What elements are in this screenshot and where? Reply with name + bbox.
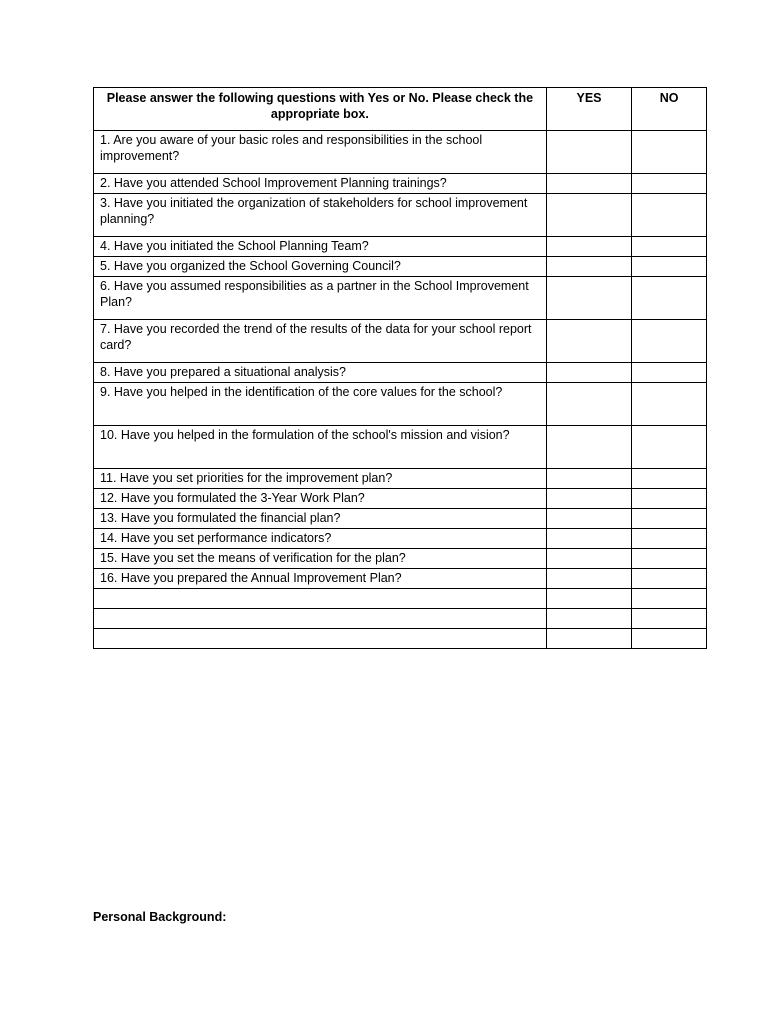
yes-checkbox-cell[interactable] <box>546 569 631 589</box>
personal-background-heading: Personal Background: <box>93 910 227 924</box>
no-header: NO <box>632 88 707 131</box>
no-checkbox-cell[interactable] <box>632 569 707 589</box>
yes-checkbox-cell[interactable] <box>546 194 631 237</box>
question-text: 10. Have you helped in the formulation of the school's mission and vision? <box>94 426 547 469</box>
yes-checkbox-cell[interactable] <box>546 237 631 257</box>
question-text: 5. Have you organized the School Governing Council? <box>94 257 547 277</box>
yes-checkbox-cell[interactable] <box>546 131 631 174</box>
question-text: 12. Have you formulated the 3-Year Work Plan? <box>94 489 547 509</box>
question-text: 15. Have you set the means of verification for the plan? <box>94 549 547 569</box>
no-checkbox-cell[interactable] <box>632 383 707 426</box>
table-row <box>94 257 707 277</box>
question-text: 6. Have you assumed responsibilities as a partner in the School Improvement Plan? <box>94 277 547 320</box>
no-checkbox-cell[interactable] <box>632 609 707 629</box>
no-checkbox-cell[interactable] <box>632 237 707 257</box>
yes-checkbox-cell[interactable] <box>546 320 631 363</box>
yes-header: YES <box>546 88 631 131</box>
table-row <box>94 383 707 426</box>
no-checkbox-cell[interactable] <box>632 131 707 174</box>
yes-checkbox-cell[interactable] <box>546 257 631 277</box>
no-checkbox-cell[interactable] <box>632 174 707 194</box>
yes-checkbox-cell[interactable] <box>546 383 631 426</box>
yes-checkbox-cell[interactable] <box>546 509 631 529</box>
survey-table <box>93 87 707 649</box>
question-text: 2. Have you attended School Improvement Planning trainings? <box>94 174 547 194</box>
table-row <box>94 489 707 509</box>
no-checkbox-cell[interactable] <box>632 320 707 363</box>
no-checkbox-cell[interactable] <box>632 194 707 237</box>
no-checkbox-cell[interactable] <box>632 529 707 549</box>
yes-checkbox-cell[interactable] <box>546 549 631 569</box>
empty-question-cell <box>94 609 547 629</box>
question-text: 9. Have you helped in the identification of the core values for the school? <box>94 383 547 426</box>
yes-checkbox-cell[interactable] <box>546 609 631 629</box>
table-row <box>94 237 707 257</box>
yes-checkbox-cell[interactable] <box>546 489 631 509</box>
no-checkbox-cell[interactable] <box>632 489 707 509</box>
question-text: 4. Have you initiated the School Planning Team? <box>94 237 547 257</box>
empty-table-row <box>94 589 707 609</box>
question-header: Please answer the following questions with Yes or No. Please check the appropriate box. <box>94 88 547 131</box>
no-checkbox-cell[interactable] <box>632 509 707 529</box>
question-text: 13. Have you formulated the financial plan? <box>94 509 547 529</box>
yes-checkbox-cell[interactable] <box>546 629 631 649</box>
empty-table-row <box>94 609 707 629</box>
no-checkbox-cell[interactable] <box>632 277 707 320</box>
question-text: 8. Have you prepared a situational analysis? <box>94 363 547 383</box>
no-checkbox-cell[interactable] <box>632 469 707 489</box>
no-checkbox-cell[interactable] <box>632 589 707 609</box>
question-text: 16. Have you prepared the Annual Improvement Plan? <box>94 569 547 589</box>
table-row <box>94 469 707 489</box>
no-checkbox-cell[interactable] <box>632 426 707 469</box>
question-text: 1. Are you aware of your basic roles and responsibilities in the school improvement? <box>94 131 547 174</box>
table-row <box>94 569 707 589</box>
question-text: 3. Have you initiated the organization of stakeholders for school improvement planning? <box>94 194 547 237</box>
yes-checkbox-cell[interactable] <box>546 363 631 383</box>
table-row <box>94 529 707 549</box>
question-text: 7. Have you recorded the trend of the results of the data for your school report card? <box>94 320 547 363</box>
question-text: 11. Have you set priorities for the improvement plan? <box>94 469 547 489</box>
empty-question-cell <box>94 629 547 649</box>
empty-table-row <box>94 629 707 649</box>
table-row <box>94 174 707 194</box>
table-row <box>94 549 707 569</box>
yes-checkbox-cell[interactable] <box>546 277 631 320</box>
yes-checkbox-cell[interactable] <box>546 174 631 194</box>
yes-checkbox-cell[interactable] <box>546 529 631 549</box>
yes-checkbox-cell[interactable] <box>546 426 631 469</box>
empty-question-cell <box>94 589 547 609</box>
question-text: 14. Have you set performance indicators? <box>94 529 547 549</box>
table-row <box>94 320 707 363</box>
yes-checkbox-cell[interactable] <box>546 469 631 489</box>
table-header-row <box>94 88 707 131</box>
no-checkbox-cell[interactable] <box>632 629 707 649</box>
table-row <box>94 363 707 383</box>
table-row <box>94 194 707 237</box>
no-checkbox-cell[interactable] <box>632 549 707 569</box>
table-row <box>94 131 707 174</box>
table-row <box>94 277 707 320</box>
no-checkbox-cell[interactable] <box>632 363 707 383</box>
no-checkbox-cell[interactable] <box>632 257 707 277</box>
table-row <box>94 509 707 529</box>
yes-checkbox-cell[interactable] <box>546 589 631 609</box>
table-row <box>94 426 707 469</box>
